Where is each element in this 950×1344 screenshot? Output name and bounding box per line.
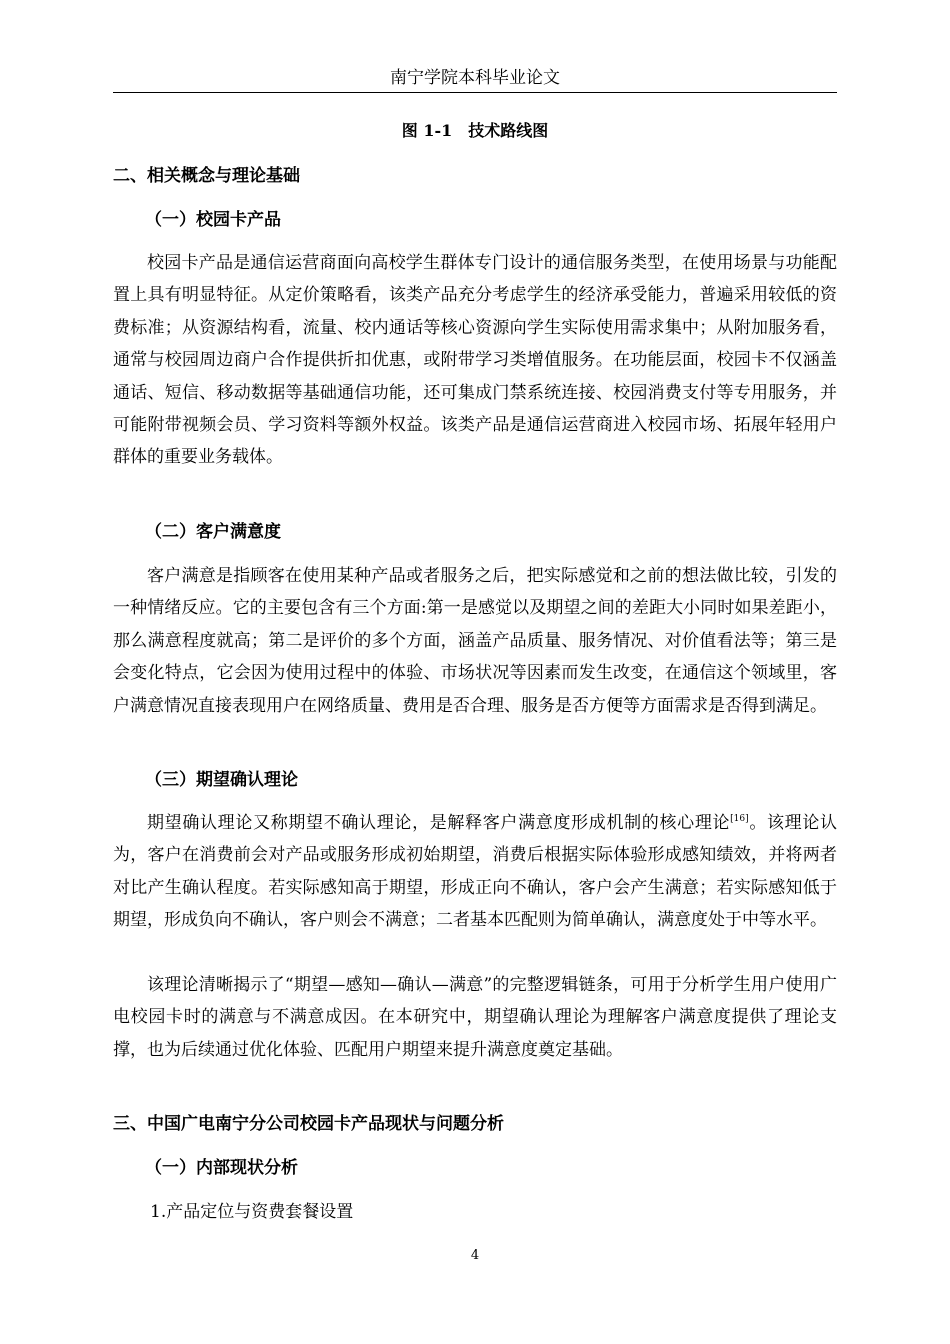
paragraph-text: 期望确认理论又称期望不确认理论，是解释客户满意度形成机制的核心理论 xyxy=(147,813,731,833)
subsection-heading: （三）期望确认理论 xyxy=(145,770,298,790)
subsubsection-heading: 1.产品定位与资费套餐设置 xyxy=(150,1202,354,1222)
subsection-heading: （一）内部现状分析 xyxy=(145,1158,298,1178)
page-header: 南宁学院本科毕业论文 xyxy=(113,66,837,93)
figure-caption: 图 1-1 技术路线图 xyxy=(401,121,549,140)
section-heading: 二、相关概念与理论基础 xyxy=(113,166,300,186)
citation: [16] xyxy=(730,814,749,824)
paragraph-text: 。该理论认为，客户在消费前会对产品或服务形成初始期望，消费后根据实际体验形成感知绩效，并将两者对比产生确认程度。若实际感知高于期望，形成正向不确认，客户会产生满意；若实际感知低于期望，形成负向不确认，客户则会不满意；二者基本匹配则为简单确认，满意度处于中等水平。 xyxy=(113,813,838,931)
paragraph: 该理论清晰揭示了“期望—感知—确认—满意”的完整逻辑链条，可用于分析学生用户使用广电校园卡时的满意与不满意成因。在本研究中，期望确认理论为理解客户满意度提供了理论支撑，也为后续通过优化体验、匹配用户期望来提升满意度奠定基础。 xyxy=(113,975,837,1060)
paragraph: 客户满意是指顾客在使用某种产品或者服务之后，把实际感觉和之前的想法做比较，引发的一种情绪反应。它的主要包含有三个方面:第一是感觉以及期望之间的差距大小同时如果差距小，那么满意程度就高；第二是评价的多个方面，涵盖产品质量、服务情况、对价值看法等；第三是会变化特点，它会因为使用过程中的体验、市场状况等因素而发生改变，在通信这个领域里，客户满意情况直接表现用户在网络质量、费用是否合理、服务是否方便等方面需求是否得到满足。 xyxy=(113,566,837,716)
subsection-heading: （一）校园卡产品 xyxy=(145,210,281,230)
page-number: 4 xyxy=(470,1248,480,1263)
section-heading: 三、中国广电南宁分公司校园卡产品现状与问题分析 xyxy=(113,1114,504,1134)
paragraph xyxy=(113,807,837,937)
paragraph: 校园卡产品是通信运营商面向高校学生群体专门设计的通信服务类型，在使用场景与功能配置上具有明显特征。从定价策略看，该类产品充分考虑学生的经济承受能力，普遍采用较低的资费标准；从资源结构看，流量、校内通话等核心资源向学生实际使用需求集中；从附加服务看，通常与校园周边商户合作提供折扣优惠，或附带学习类增值服务。在功能层面，校园卡不仅涵盖通话、短信、移动数据等基础通信功能，还可集成门禁系统连接、校园消费支付等专用服务，并可能附带视频会员、学习资料等额外权益。该类产品是通信运营商进入校园市场、拓展年轻用户群体的重要业务载体。 xyxy=(113,253,837,468)
subsection-heading: （二）客户满意度 xyxy=(145,522,281,542)
